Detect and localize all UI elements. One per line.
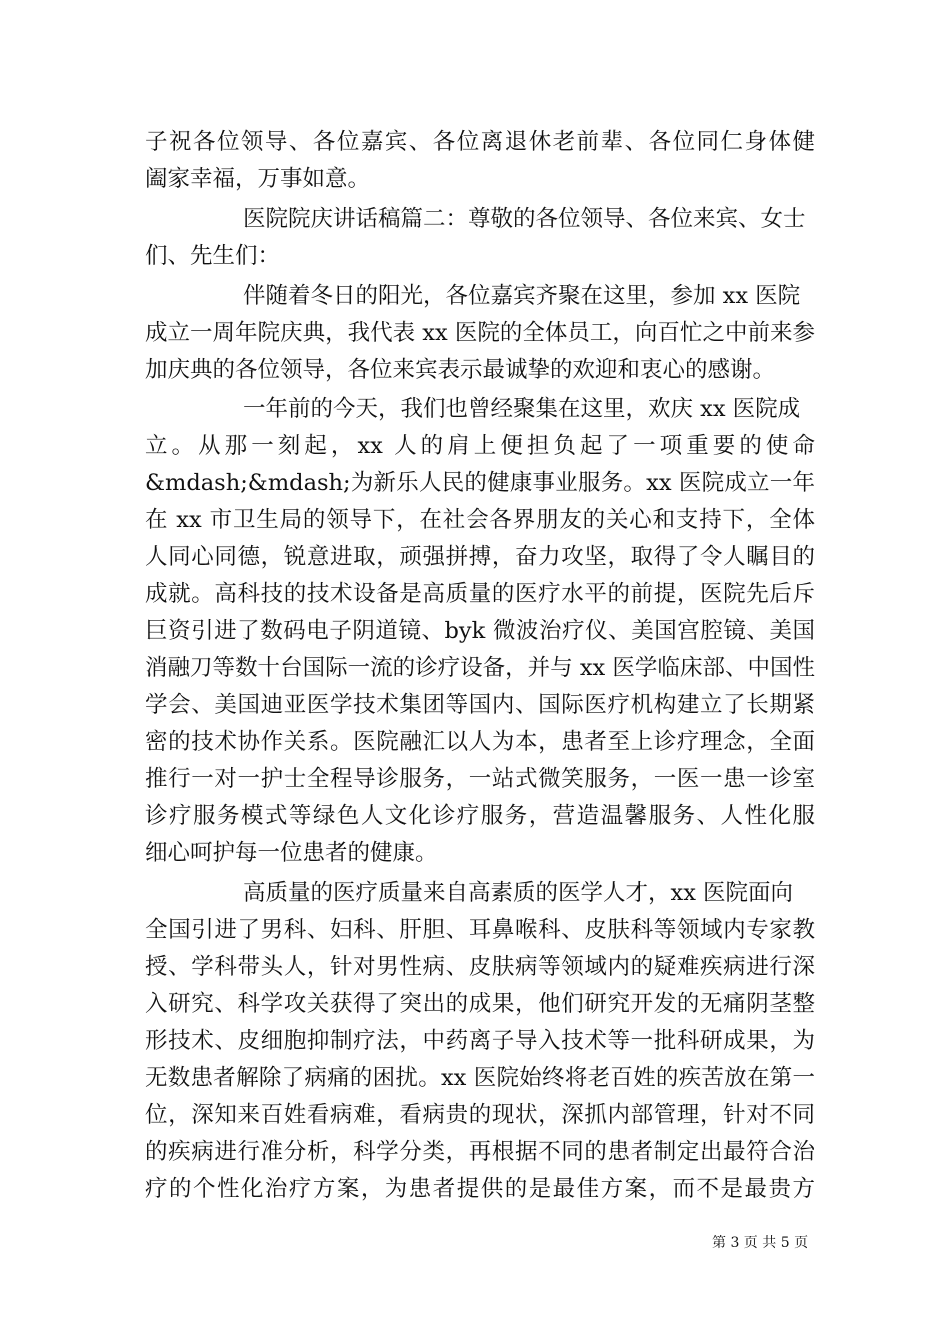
page-number-footer: 第 3 页 共 5 页 (712, 1235, 809, 1251)
paragraph-first-line: 高质量的医疗质量来自高素质的医学人才，xx 医院面向 (243, 880, 794, 906)
text-line: 消融刀等数十台国际一流的诊疗设备，并与 xx 医学临床部、中国性 (145, 655, 815, 681)
text-line: 诊疗服务模式等绿色人文化诊疗服务，营造温馨服务、人性化服 (145, 803, 815, 829)
text-line: 在 xx 市卫生局的领导下，在社会各界朋友的关心和支持下，全体 (145, 507, 815, 533)
text-line: 形技术、皮细胞抑制疗法，中药离子导入技术等一批科研成果，为 (145, 1028, 815, 1054)
text-line: 加庆典的各位领导，各位来宾表示最诚挚的欢迎和衷心的感谢。 (145, 357, 776, 383)
text-line: 细心呵护每一位患者的健康。 (145, 840, 438, 866)
text-line: 阖家幸福，万事如意。 (145, 166, 371, 192)
text-line: 入研究、科学攻关获得了突出的成果，他们研究开发的无痛阴茎整 (145, 991, 815, 1017)
text-line: 密的技术协作关系。医院融汇以人为本，患者至上诊疗理念，全面 (145, 729, 815, 755)
text-line: 人同心同德，锐意进取，顽强拼搏，奋力攻坚，取得了令人瞩目的 (145, 544, 815, 570)
text-line: 巨资引进了数码电子阴道镜、byk 微波治疗仪、美国宫腔镜、美国 (145, 618, 815, 644)
text-line: 们、先生们： (145, 243, 281, 269)
text-line: 全国引进了男科、妇科、肝胆、耳鼻喉科、皮肤科等领域内专家教 (145, 917, 815, 943)
text-line: 子祝各位领导、各位嘉宾、各位离退休老前辈、各位同仁身体健 (145, 129, 815, 155)
text-line: 立。从那一刻起，xx 人的肩上便担负起了一项重要的使命 (145, 433, 815, 459)
section-heading-line: 医院院庆讲话稿篇二：尊敬的各位领导、各位来宾、女士 (243, 206, 806, 232)
text-line: 授、学科带头人，针对男性病、皮肤病等领域内的疑难疾病进行深 (145, 954, 815, 980)
text-line: 的疾病进行准分析，科学分类，再根据不同的患者制定出最符合治 (145, 1139, 815, 1165)
text-line: 成就。高科技的技术设备是高质量的医疗水平的前提，医院先后斥 (145, 581, 815, 607)
text-line: 学会、美国迪亚医学技术集团等国内、国际医疗机构建立了长期紧 (145, 692, 815, 718)
text-line: 成立一周年院庆典，我代表 xx 医院的全体员工，向百忙之中前来参 (145, 320, 815, 346)
text-line: 推行一对一护士全程导诊服务，一站式微笑服务，一医一患一诊室 (145, 766, 815, 792)
text-line: 无数患者解除了病痛的困扰。xx 医院始终将老百姓的疾苦放在第一 (145, 1065, 815, 1091)
text-line: 疗的个性化治疗方案，为患者提供的是最佳方案，而不是最贵方 (145, 1176, 815, 1202)
text-line: 位，深知来百姓看病难，看病贵的现状，深抓内部管理，针对不同 (145, 1102, 815, 1128)
paragraph-first-line: 一年前的今天，我们也曾经聚集在这里，欢庆 xx 医院成 (243, 396, 801, 422)
paragraph-first-line: 伴随着冬日的阳光，各位嘉宾齐聚在这里，参加 xx 医院 (243, 283, 801, 309)
text-line: &mdash;&mdash;为新乐人民的健康事业服务。xx 医院成立一年 (145, 470, 815, 496)
